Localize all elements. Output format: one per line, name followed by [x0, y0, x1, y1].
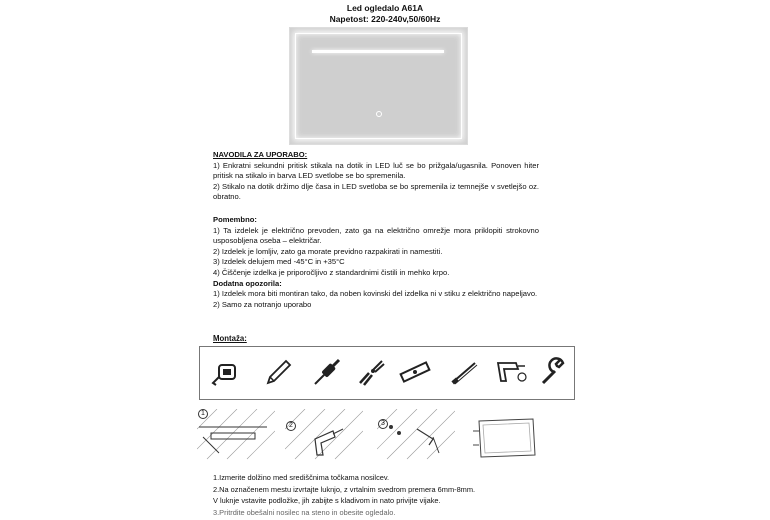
mirror-led-frame [295, 33, 462, 139]
mirror-illustration [290, 28, 467, 144]
step-2-number: 2 [286, 421, 296, 431]
tools-panel [199, 346, 575, 400]
step-1-number: 1 [198, 409, 208, 419]
document-title: Led ogledalo A61A [346, 3, 424, 13]
mounting-heading: Montaža: [213, 334, 247, 343]
mounting-steps [197, 409, 542, 471]
step-3-number: 3 [378, 419, 388, 429]
warnings-line-1: 1) Izdelek mora biti montiran tako, da noben kovinski del izdelka ni v stiku z električno napeljavo. [213, 289, 538, 299]
step-2-illustration [285, 409, 363, 469]
instructions-line-1: 1) Enkratni sekundni pritisk stikala na dotik in LED luč se bo prižgala/ugasnila. Ponoven hiter pritisk na stikalo in barva LED svetlobe se bo spremenila. [213, 160, 539, 181]
step-text-3: 3.Pritrdite obešalni nosilec na steno in obesite ogledalo. [213, 507, 396, 517]
important-line-2: 2) Izdelek je lomljiv, zato ga morate previdno razpakirati in namestiti. [213, 246, 443, 256]
instructions-line-2: 2) Stikalo na dotik držimo dlje časa in LED svetloba se bo spremenila iz temnejše v svetlejšo oz. obratno. [213, 181, 539, 202]
important-line-4: 4) Čiščenje izdelka je priporočljivo z standardnimi čistili in mehko krpo. [213, 267, 450, 277]
warnings-line-2: 2) Samo za notranjo uporabo [213, 299, 312, 309]
important-section [213, 215, 539, 310]
screwdriver-icon [310, 355, 344, 389]
touch-switch-icon [376, 111, 382, 117]
chisel-icon [448, 355, 482, 389]
voltage-subtitle: Napetost: 220-240v,50/60Hz [329, 14, 441, 24]
important-heading: Pomembno: [213, 215, 257, 224]
warnings-heading: Dodatna opozorila: [213, 278, 282, 288]
pencil-icon [262, 355, 296, 389]
spirit-level-icon [398, 355, 432, 389]
step-text-1: 1.Izmerite dolžino med središčnima točkama nosilcev. [213, 473, 390, 482]
pliers-icon [354, 355, 388, 389]
step-text-2: 2.Na označenem mestu izvrtajte luknjo, z vrtalnim svedrom premera 6mm-8mm. [213, 484, 476, 494]
mounting-steps-text [213, 472, 553, 518]
important-line-1: 1) Ta izdelek je električno prevoden, zato ga na električno omrežje mora priklopiti strokovno usposobljena oseba – električar. [213, 225, 539, 246]
tape-measure-icon [210, 355, 244, 389]
instructions-heading: NAVODILA ZA UPORABO: [213, 150, 308, 159]
instructions-section [213, 150, 539, 203]
step-3-illustration [377, 409, 455, 469]
drill-icon [494, 355, 528, 389]
step-text-2b: V luknje vstavite podložke, jih zabijte s kladivom in nato privijte vijake. [213, 496, 441, 505]
step-1-illustration [197, 409, 275, 469]
wrench-icon [536, 355, 570, 389]
mounted-mirror-illustration [469, 409, 547, 469]
important-line-3: 3) Izdelek delujem med -45°C in +35°C [213, 257, 345, 267]
mirror-led-strip [312, 50, 444, 53]
